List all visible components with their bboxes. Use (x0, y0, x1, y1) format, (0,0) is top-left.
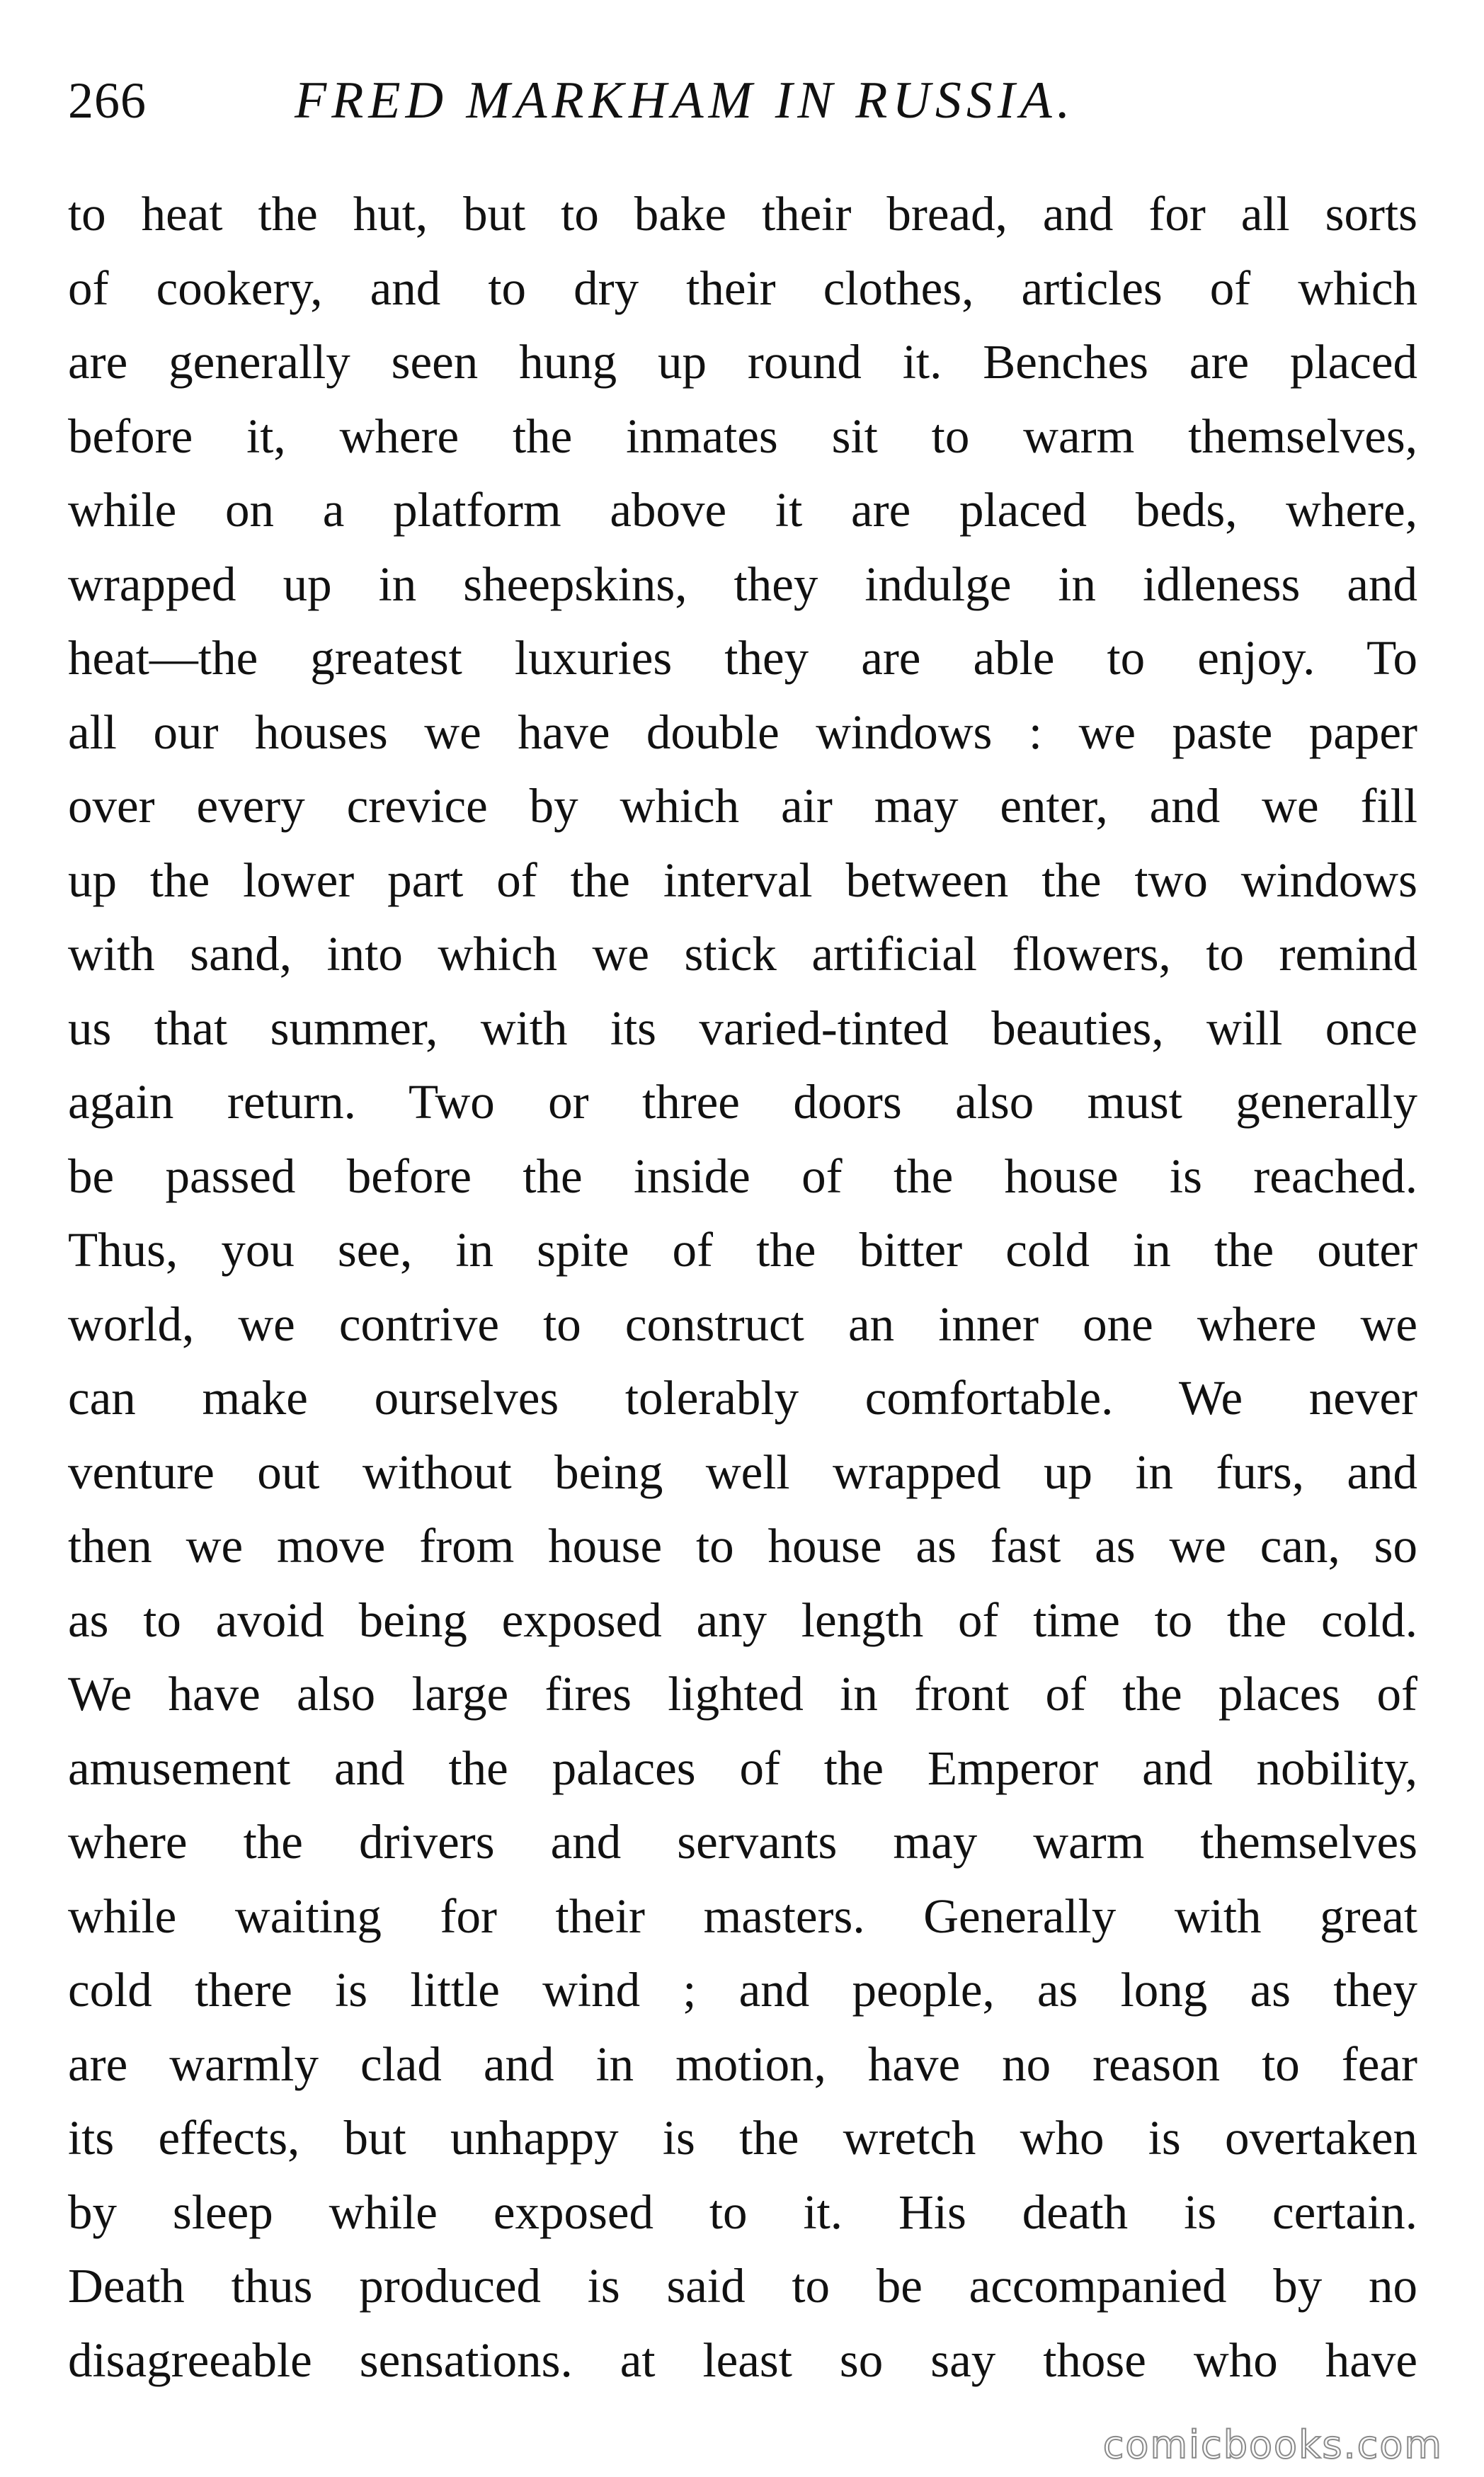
text-line: again return. Two or three doors also must generally (68, 1075, 1417, 1129)
text-line: over every crevice by which air may enter, and we fill (68, 779, 1417, 833)
running-title: FRED MARKHAM IN RUSSIA. (295, 72, 1075, 130)
running-head (68, 65, 1413, 143)
text-line: us that summer, with its varied-tinted beauties, will once (68, 1001, 1417, 1055)
text-line: disagreeable sensations. at least so say those who have (68, 2333, 1417, 2387)
text-line: We have also large fires lighted in front of the places of (68, 1667, 1417, 1721)
text-line: as to avoid being exposed any length of time to the cold. (68, 1593, 1417, 1647)
text-line: cold there is little wind ; and people, as long as they (68, 1963, 1417, 2017)
text-line: amusement and the palaces of the Emperor and nobility, (68, 1741, 1417, 1795)
text-line: before it, where the inmates sit to warm themselves, (68, 409, 1417, 463)
text-line: of cookery, and to dry their clothes, articles of which (68, 261, 1417, 315)
text-line: while on a platform above it are placed beds, where, (68, 483, 1417, 537)
text-line: are generally seen hung up round it. Benches are placed (68, 335, 1417, 389)
text-line: to heat the hut, but to bake their bread, and for all sorts (68, 187, 1417, 241)
text-line: wrapped up in sheepskins, they indulge in idleness and (68, 557, 1417, 611)
text-line: heat—the greatest luxuries they are able to enjoy. To (68, 631, 1417, 685)
text-line: where the drivers and servants may warm themselves (68, 1815, 1417, 1869)
text-line: with sand, into which we stick artificial flowers, to remind (68, 927, 1417, 981)
text-line: Death thus produced is said to be accompanied by no (68, 2259, 1417, 2313)
body-text (68, 177, 1417, 2397)
text-line: its effects, but unhappy is the wretch who is overtaken (68, 2111, 1417, 2165)
text-line: Thus, you see, in spite of the bitter cold in the outer (68, 1223, 1417, 1277)
text-line: venture out without being well wrapped up in furs, and (68, 1445, 1417, 1499)
page-number: 266 (68, 72, 147, 129)
text-line: are warmly clad and in motion, have no reason to fear (68, 2037, 1417, 2091)
text-line: world, we contrive to construct an inner one where we (68, 1297, 1417, 1351)
site-watermark: comicbooks.com (1102, 2422, 1443, 2467)
text-line: then we move from house to house as fast as we can, so (68, 1519, 1417, 1573)
text-line: up the lower part of the interval between the two windows (68, 853, 1417, 907)
text-line: by sleep while exposed to it. His death is certain. (68, 2185, 1417, 2239)
text-line: all our houses we have double windows : we paste paper (68, 705, 1417, 759)
text-line: be passed before the inside of the house is reached. (68, 1149, 1417, 1203)
text-line: while waiting for their masters. Generally with great (68, 1889, 1417, 1943)
text-line: can make ourselves tolerably comfortable. We never (68, 1371, 1417, 1425)
